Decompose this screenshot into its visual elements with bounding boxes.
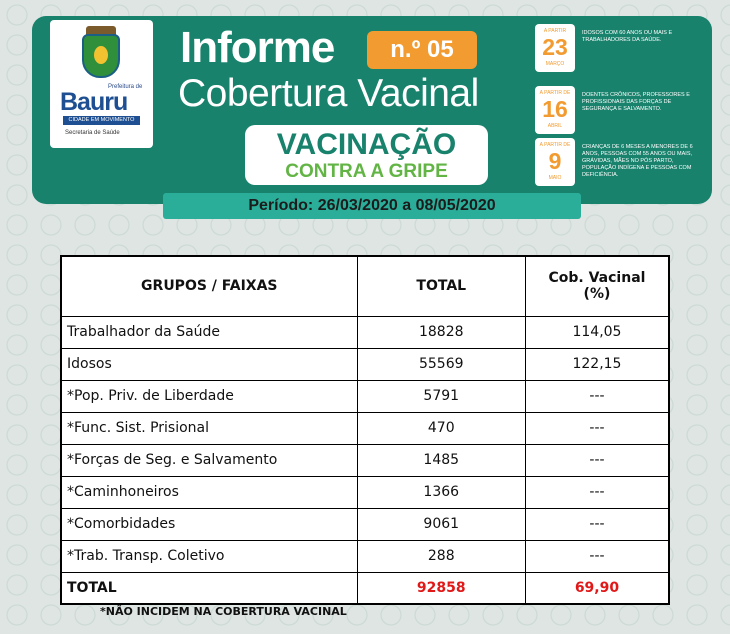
cell-coverage: --- (525, 444, 669, 476)
cell-total: 1485 (357, 444, 525, 476)
schedule-text: CRIANÇAS DE 6 MESES A MENORES DE 6 ANOS, PESSOAS COM 55 ANOS OU MAIS, GRÁVIDAS, MÃES NO PÓS PARTO, POPULAÇÃO INDÍGENA E PESSOAS COM DEFICIÊNCIA. (582, 144, 693, 178)
schedule-item-1 (530, 24, 706, 74)
date-prefix: A PARTIR DE (539, 142, 571, 148)
cell-total: 55569 (357, 348, 525, 380)
table-row (61, 444, 669, 476)
campaign-title: VACINAÇÃO (276, 128, 457, 161)
cell-total: 18828 (357, 316, 525, 348)
cell-total-label: TOTAL (61, 572, 357, 604)
cell-group: *Func. Sist. Prisional (61, 412, 357, 444)
cell-group: *Forças de Seg. e Salvamento (61, 444, 357, 476)
campaign-box (245, 125, 488, 185)
cell-total: 288 (357, 540, 525, 572)
date-month: MAIO (548, 175, 562, 181)
date-month: MARÇO (545, 61, 565, 67)
table-row (61, 540, 669, 572)
prefeitura-logo (50, 20, 153, 148)
footnote: *NÃO INCIDEM NA COBERTURA VACINAL (100, 605, 347, 618)
date-month: ABRIL (547, 123, 563, 129)
table-total-row (61, 572, 669, 604)
cell-group: Trabalhador da Saúde (61, 316, 357, 348)
header-coverage-line2: (%) (583, 286, 611, 303)
schedule-text: DOENTES CRÔNICOS, PROFESSORES E PROFISSIONAIS DAS FORÇAS DE SEGURANÇA E SALVAMENTO. (582, 92, 690, 112)
table-header-row (61, 256, 669, 316)
table-row (61, 476, 669, 508)
title-cobertura: Cobertura Vacinal (178, 72, 479, 115)
date-prefix: A PARTIR DE (539, 90, 571, 96)
cell-coverage: --- (525, 540, 669, 572)
logo-city-name: Bauru (60, 88, 128, 116)
logo-secretaria: Secretaria de Saúde (65, 130, 120, 136)
schedule-item-2 (530, 86, 706, 136)
date-day: 23 (542, 34, 568, 60)
date-day: 9 (548, 148, 562, 174)
cell-group: *Comorbidades (61, 508, 357, 540)
crest-emblem-icon (94, 46, 108, 64)
table-row (61, 508, 669, 540)
cell-group: Idosos (61, 348, 357, 380)
date-day: 16 (542, 96, 568, 122)
coverage-table (60, 255, 670, 605)
date-prefix: A PARTIR (543, 28, 567, 34)
cell-grand-total: 92858 (357, 572, 525, 604)
campaign-subtitle: CONTRA A GRIPE (285, 161, 448, 182)
cell-total: 9061 (357, 508, 525, 540)
logo-tagline: CIDADE EM MOVIMENTO (63, 116, 140, 125)
cell-group: *Pop. Priv. de Liberdade (61, 380, 357, 412)
schedule-item-3 (530, 138, 706, 188)
schedule-text: IDOSOS COM 60 ANOS OU MAIS E TRABALHADORES DA SAÚDE. (582, 30, 673, 43)
cell-coverage: 122,15 (525, 348, 669, 380)
cell-group: *Caminhoneiros (61, 476, 357, 508)
cell-group: *Trab. Transp. Coletivo (61, 540, 357, 572)
table-row (61, 380, 669, 412)
header-coverage (525, 256, 669, 316)
header-group: GRUPOS / FAIXAS (61, 256, 357, 316)
cell-total: 1366 (357, 476, 525, 508)
title-informe: Informe (180, 23, 335, 72)
calendar-icon (535, 24, 575, 72)
cell-total: 5791 (357, 380, 525, 412)
cell-coverage: --- (525, 508, 669, 540)
calendar-icon (535, 86, 575, 134)
cell-coverage: --- (525, 380, 669, 412)
table-row (61, 316, 669, 348)
cell-coverage: --- (525, 412, 669, 444)
cell-overall-coverage: 69,90 (525, 572, 669, 604)
calendar-icon (535, 138, 575, 186)
table-row (61, 348, 669, 380)
table-row (61, 412, 669, 444)
cell-coverage: 114,05 (525, 316, 669, 348)
header-coverage-line1: Cob. Vacinal (548, 270, 646, 287)
period-bar: Período: 26/03/2020 a 08/05/2020 (163, 193, 581, 219)
cell-total: 470 (357, 412, 525, 444)
header-total: TOTAL (357, 256, 525, 316)
issue-number-badge: n.º 05 (367, 31, 477, 69)
cell-coverage: --- (525, 476, 669, 508)
logo-prefeitura-text: Prefeitura de (108, 84, 143, 90)
